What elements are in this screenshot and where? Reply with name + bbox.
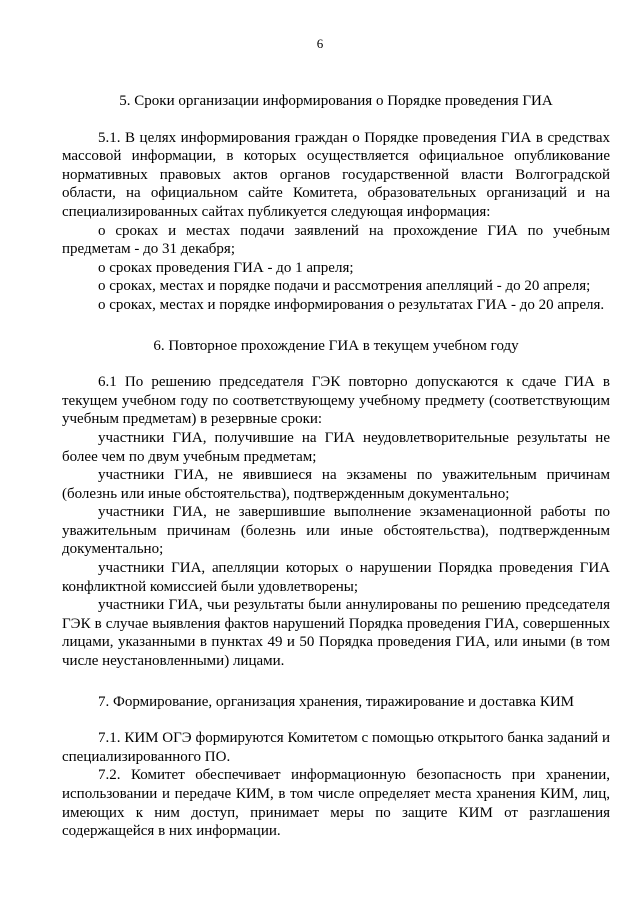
section-5-paragraph-2: о сроках и местах подачи заявлений на прохождение ГИА по учебным предметам - до 31 декабря; [62,222,610,258]
section-6-paragraph-6: участники ГИА, чьи результаты были аннулированы по решению председателя ГЭК в случае выявления фактов нарушений Порядка проведения ГИА, совершенных лицами, указанными в пунктах 49 и 50 Порядка проведения ГИА, или иными (в том числе неустановленными) лицами. [62,597,610,670]
section-5-paragraph-4: о сроках, местах и порядке подачи и рассмотрения апелляций - до 20 апреля; [98,278,591,295]
section-7-paragraph-1: 7.1. КИМ ОГЭ формируются Комитетом с помощью открытого банка заданий и специализированного ПО. [62,730,610,765]
section-6 [62,337,610,671]
document-body [62,92,610,841]
section-5-paragraph-3: о сроках проведения ГИА - до 1 апреля; [98,259,354,276]
page-number: 6 [316,36,324,51]
section-7-paragraph-2: 7.2. Комитет обеспечивает информационную безопасность при хранении, использовании и передаче КИМ, в том числе определяет места хранения КИМ, лиц, имеющих к ним доступ, принимает меры по защите КИМ от разглашения содержащейся в них информации. [62,767,610,840]
section-6-paragraph-5: участники ГИА, апелляции которых о нарушении Порядка проведения ГИА конфликтной комиссией были удовлетворены; [62,560,610,595]
section-6-paragraph-4: участники ГИА, не завершившие выполнение экзаменационной работы по уважительным причинам (болезнь или иные обстоятельства), подтвержденным документально; [62,504,610,558]
section-6-paragraph-3: участники ГИА, не явившиеся на экзамены по уважительным причинам (болезнь или иные обстоятельства), подтвержденным документально; [62,467,610,502]
section-5-paragraph-5: о сроках, местах и порядке информирования о результатах ГИА - до 20 апреля. [98,296,605,313]
section-5-paragraph-1: 5.1. В целях информирования граждан о Порядке проведения ГИА в средствах массовой информации, в которых осуществляется официальное опубликование нормативных правовых актов органов государственной власти Волгоградской области, на официальном сайте Комитета, образовательных организаций и на специализированных сайтах публикуется следующая информация: [62,129,610,220]
section-6-paragraph-2: участники ГИА, получившие на ГИА неудовлетворительные результаты не более чем по двум учебным предметам; [62,429,610,465]
section-5-heading: 5. Сроки организации информирования о Порядке проведения ГИА [119,93,553,109]
section-6-paragraph-1: 6.1 По решению председателя ГЭК повторно допускаются к сдаче ГИА в текущем учебном году по соответствующему учебному предмету (соответствующим учебным предметам) в резервные сроки: [62,374,610,428]
section-7-heading: 7. Формирование, организация хранения, тиражирование и доставка КИМ [97,693,575,710]
section-7 [62,693,610,841]
section-5 [62,92,610,315]
section-6-heading: 6. Повторное прохождение ГИА в текущем учебном году [153,337,519,354]
